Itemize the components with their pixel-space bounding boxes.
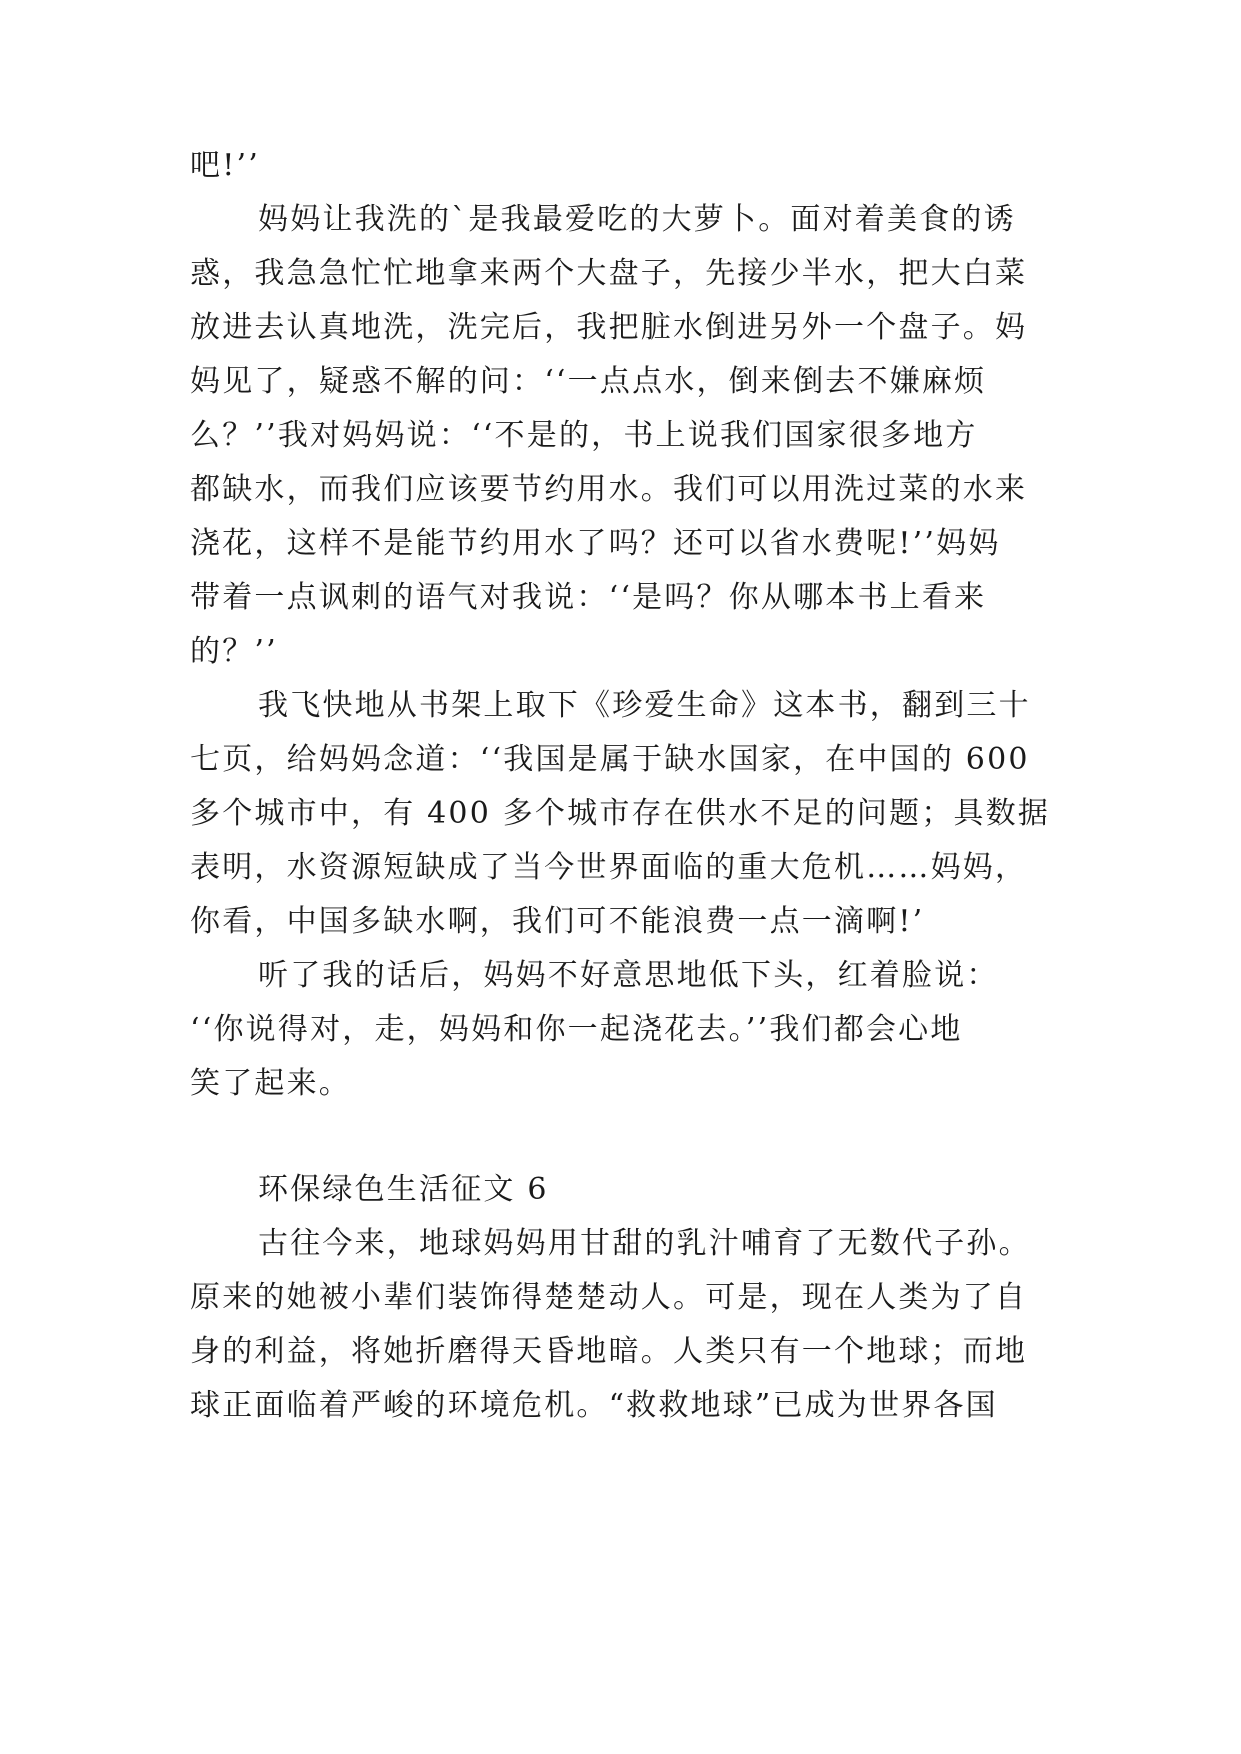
section-heading: 环保绿色生活征文 6 [258,1172,549,1207]
text-line: 多个城市中，有 400 多个城市存在供水不足的问题；具数据 [190,796,1051,831]
text-line: 原来的她被小辈们装饰得楚楚动人。可是，现在人类为了自 [190,1280,1028,1315]
paragraph-first-line: 听了我的话后，妈妈不好意思地低下头，红着脸说： [258,958,999,993]
text-line: ‘‘你说得对，走，妈妈和你一起浇花去。’’我们都会心地 [190,1012,963,1047]
text-line: 浇花，这样不是能节约用水了吗？还可以省水费呢!’’妈妈 [190,526,1001,561]
text-line: 球正面临着严峻的环境危机。“救救地球”已成为世界各国 [190,1388,998,1423]
text-line: 带着一点讽刺的语气对我说：‘‘是吗？你从哪本书上看来 [190,580,987,615]
text-line: 表明，水资源短缺成了当今世界面临的重大危机……妈妈， [190,850,1028,885]
text-line: 妈见了，疑惑不解的问：‘‘一点点水，倒来倒去不嫌麻烦 [190,364,987,399]
text-line: 吧!’’ [190,148,260,183]
paragraph-first-line: 我飞快地从书架上取下《珍爱生命》这本书，翻到三十 [258,688,1031,723]
text-line: 都缺水，而我们应该要节约用水。我们可以用洗过菜的水来 [190,472,1028,507]
text-line: 的？’’ [190,634,278,669]
paragraph-first-line: 妈妈让我洗的`是我最爱吃的大萝卜。面对着美食的诱 [258,202,1016,237]
text-line: 七页，给妈妈念道：‘‘我国是属于缺水国家，在中国的 600 [190,742,1030,777]
text-line: 笑了起来。 [190,1066,351,1101]
text-line: 你看，中国多缺水啊，我们可不能浪费一点一滴啊!’ [190,904,925,939]
text-line: 放进去认真地洗，洗完后，我把脏水倒进另外一个盘子。妈 [190,310,1028,345]
paragraph-first-line: 古往今来，地球妈妈用甘甜的乳汁哺育了无数代子孙。 [258,1226,1031,1261]
text-line: 么？’’我对妈妈说：‘‘不是的，书上说我们国家很多地方 [190,418,978,453]
text-line: 惑，我急急忙忙地拿来两个大盘子，先接少半水，把大白菜 [190,256,1028,291]
text-line: 身的利益，将她折磨得天昏地暗。人类只有一个地球；而地 [190,1334,1028,1369]
